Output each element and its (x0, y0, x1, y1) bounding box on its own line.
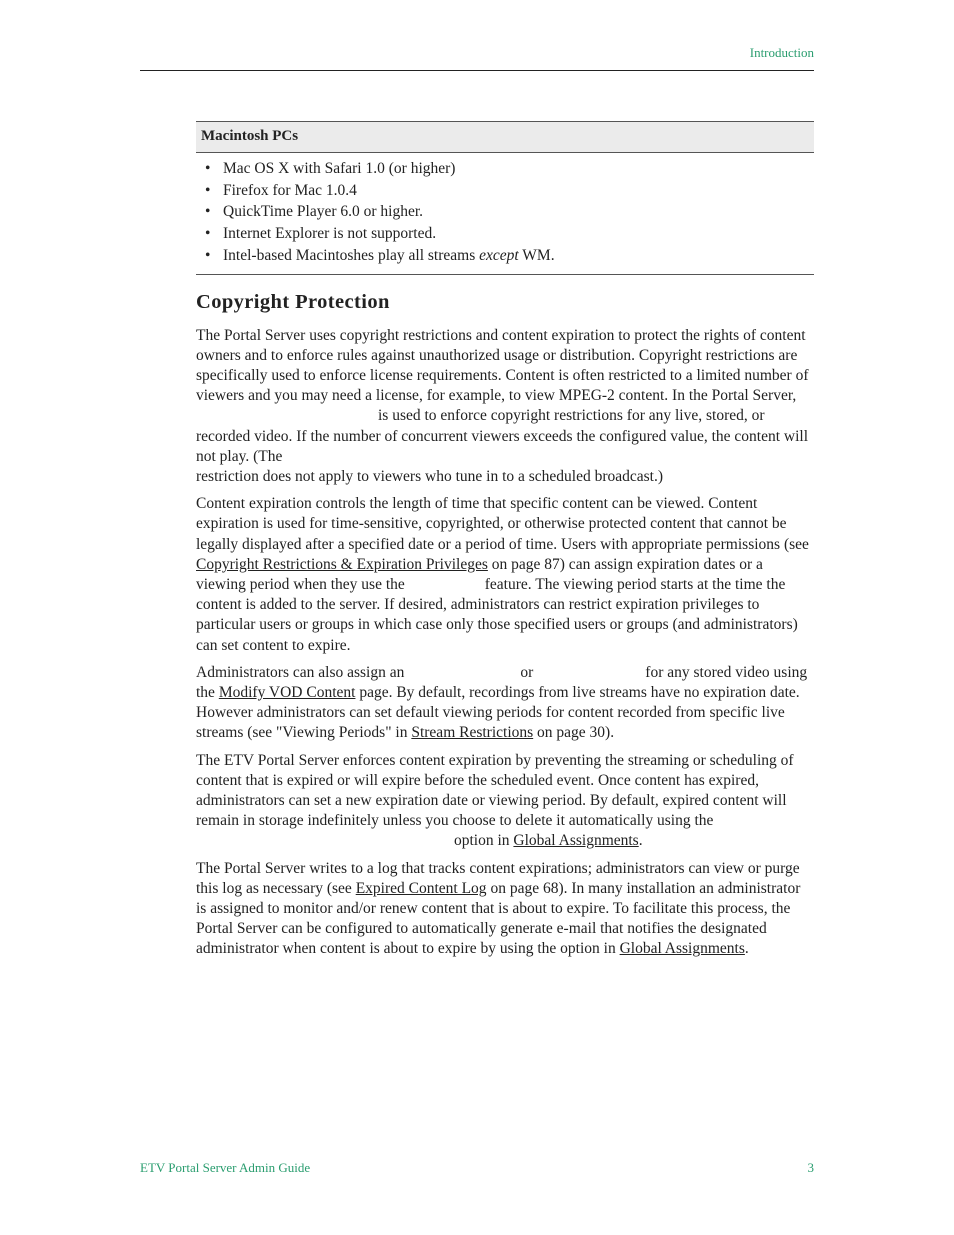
footer-document-title: ETV Portal Server Admin Guide (140, 1160, 311, 1175)
list-item: • Internet Explorer is not supported. (201, 223, 809, 245)
paragraph-assign-expiration: Administrators can also assign an or for any stored video using the Modify VOD Content page. By default, recordings from live streams have no expiration date. However administrators can set default viewing periods for content recorded from specific live streams (see "Viewing Periods" in Stream Restrictions on page 30). (196, 663, 808, 742)
page-content (196, 121, 814, 967)
bullet-glyph: • (205, 160, 211, 177)
list-item: • Mac OS X with Safari 1.0 (or higher) (201, 158, 809, 180)
paragraph-copyright-intro: The Portal Server uses copyright restrictions and content expiration to protect the rights of content owners and to enforce rules against unauthorized usage or distribution. Copyright restrictions are specifically used to enforce license requirements. Content is often restricted to a limited number of viewers and you may need a license, for example, to view MPEG-2 content. In the Portal Server,is used to enforce copyright restrictions for any live, stored, or recorded video. If the number of concurrent viewers exceeds the configured value, the content will not play. (The restriction does not apply to viewers who tune in to a scheduled broadcast.) (196, 326, 809, 485)
table-heading: Macintosh PCs (196, 122, 814, 153)
header-rule (140, 70, 814, 71)
link-global-assignments[interactable]: Global Assignments (513, 832, 639, 850)
emphasis-except: except (479, 246, 519, 264)
requirements-list (201, 158, 809, 267)
list-item: • QuickTime Player 6.0 or higher. (201, 201, 809, 223)
paragraph-enforcement: The ETV Portal Server enforces content expiration by preventing the streaming or scheduling of content that is expired or will expire before the scheduled event. Once content has expired, administrators can set a new expiration date or viewing period. By default, expired content will remain in storage indefinitely unless you choose to delete it automatically using theoption in Global Assignments. (196, 751, 794, 850)
link-global-assignments[interactable]: Global Assignments (619, 940, 745, 958)
paragraph-content-expiration: Content expiration controls the length of time that specific content can be viewed. Content expiration is used for time-sensitive, copyrighted, or otherwise protected content that cannot be legally displayed after a specified date or a period of time. Users with appropriate permissions (see Copyright Restrictions & Expiration Privileges on page 87) can assign expiration dates or a viewing period when they use the feature. The viewing period starts at the time the content is added to the server. If desired, administrators can restrict expiration privileges to particular users or groups in which case only those specified users or groups (and administrators) can set content to expire. (196, 495, 809, 654)
bullet-glyph: • (205, 181, 211, 199)
running-header-section: Introduction (749, 45, 814, 60)
macintosh-requirements-table (196, 121, 814, 275)
link-modify-vod-content[interactable]: Modify VOD Content (218, 683, 356, 701)
list-item: • Intel-based Macintoshes play all streams except WM. (201, 245, 809, 267)
link-expired-content-log[interactable]: Expired Content Log (355, 879, 487, 897)
link-stream-restrictions[interactable]: Stream Restrictions (411, 724, 534, 742)
footer-page-number: 3 (807, 1160, 814, 1175)
bullet-glyph: • (205, 203, 211, 221)
link-copyright-restrictions[interactable]: Copyright Restrictions & Expiration Privileges (196, 555, 488, 573)
bullet-glyph: • (205, 225, 211, 243)
section-title: Copyright Protection (196, 290, 390, 313)
list-item: • Firefox for Mac 1.0.4 (201, 180, 809, 202)
paragraph-expiration-log: The Portal Server writes to a log that tracks content expirations; administrators can view or purge this log as necessary (see Expired Content Log on page 68). In many installation an administrator is assigned to monitor and/or renew content that is about to expire. To facilitate this process, the Portal Server can be configured to automatically generate e-mail that notifies the designated administrator when content is about to expire by using the option in Global Assignments. (196, 859, 801, 958)
bullet-glyph: • (205, 246, 211, 264)
